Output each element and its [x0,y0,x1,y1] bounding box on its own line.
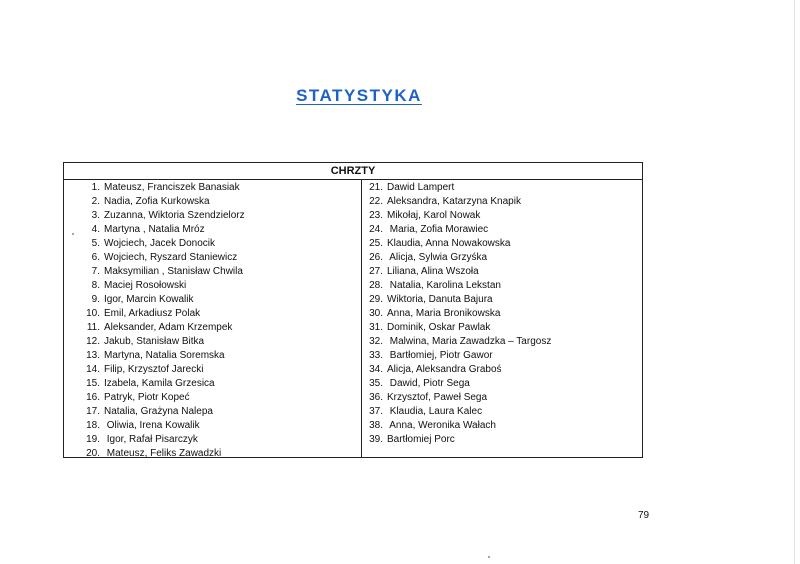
list-item [64,377,360,391]
item-name: Klaudia, Laura Kalec [387,406,483,417]
item-number: 12. [86,336,100,347]
baptisms-table [63,162,643,458]
item-number: 10. [86,308,100,319]
left-column [64,181,360,461]
item-number: 1. [91,182,100,193]
list-item [64,447,360,461]
list-item [64,433,360,447]
table-header: CHRZTY [64,163,642,180]
list-item [64,419,360,433]
list-item [64,391,360,405]
item-name: Nadia, Zofia Kurkowska [104,196,210,207]
item-name: Anna, Maria Bronikowska [387,308,501,319]
item-number: 3. [91,210,100,221]
list-item [64,251,360,265]
column-divider [361,180,362,457]
item-number: 21. [369,182,383,193]
item-number: 16. [86,392,100,403]
item-name: Malwina, Maria Zawadzka – Targosz [387,336,552,347]
item-name: Wojciech, Jacek Donocik [104,238,215,249]
item-number: 33. [369,350,383,361]
list-item [363,195,642,209]
item-number: 14. [86,364,100,375]
list-item [64,293,360,307]
list-item [363,419,642,433]
list-item [64,265,360,279]
list-item [363,377,642,391]
list-item [64,195,360,209]
item-name: Jakub, Stanisław Bitka [104,336,205,347]
list-item [363,293,642,307]
item-name: Igor, Marcin Kowalik [104,294,194,305]
item-name: Izabela, Kamila Grzesica [104,378,215,389]
item-name: Wiktoria, Danuta Bajura [387,294,493,305]
item-number: 6. [91,252,100,263]
list-item [64,209,360,223]
item-name: Martyna, Natalia Soremska [104,350,225,361]
item-number: 31. [369,322,383,333]
item-name: Wojciech, Ryszard Staniewicz [104,252,238,263]
item-number: 8. [91,280,100,291]
item-name: Dominik, Oskar Pawlak [387,322,491,333]
item-name: Martyna , Natalia Mróz [104,224,205,235]
list-item [363,209,642,223]
item-name: Mateusz, Franciszek Banasiak [104,182,240,193]
list-item [363,251,642,265]
list-item [64,405,360,419]
item-number: 37. [369,406,383,417]
item-number: 17. [86,406,100,417]
item-name: Bartłomiej, Piotr Gawor [387,350,493,361]
list-item [363,405,642,419]
list-item [363,349,642,363]
item-number: 36. [369,392,383,403]
item-number: 24. [369,224,383,235]
list-item [64,321,360,335]
list-item [363,237,642,251]
item-number: 25. [369,238,383,249]
list-item [64,237,360,251]
item-number: 15. [86,378,100,389]
item-name: Aleksander, Adam Krzempek [104,322,233,333]
item-name: Maksymilian , Stanisław Chwila [104,266,243,277]
list-item [363,433,642,447]
item-name: Alicja, Aleksandra Graboś [387,364,502,375]
item-number: 39. [369,434,383,445]
list-item [64,335,360,349]
item-number: 26. [369,252,383,263]
item-name: Mateusz, Feliks Zawadzki [104,448,222,459]
item-name: Bartłomiej Porc [387,434,455,445]
scan-speck [488,556,490,558]
item-name: Anna, Weronika Wałach [387,420,496,431]
item-number: 32. [369,336,383,347]
item-number: 23. [369,210,383,221]
item-name: Filip, Krzysztof Jarecki [104,364,204,375]
item-number: 22. [369,196,383,207]
item-number: 4. [91,224,100,235]
item-name: Aleksandra, Katarzyna Knapik [387,196,521,207]
item-name: Krzysztof, Paweł Sega [387,392,488,403]
item-name: Maria, Zofia Morawiec [387,224,489,235]
item-name: Zuzanna, Wiktoria Szendzielorz [104,210,245,221]
item-name: Natalia, Grażyna Nalepa [104,406,213,417]
page-title: STATYSTYKA [296,86,422,105]
list-item [64,223,360,237]
item-name: Maciej Rosołowski [104,280,187,291]
item-number: 27. [369,266,383,277]
list-item [363,335,642,349]
list-item [64,307,360,321]
list-item [363,181,642,195]
item-number: 20. [86,448,100,459]
table-body [64,180,642,457]
item-name: Dawid, Piotr Sega [387,378,470,389]
item-name: Patryk, Piotr Kopeć [104,392,190,403]
item-name: Liliana, Alina Wszoła [387,266,479,277]
item-name: Alicja, Sylwia Grzyśka [387,252,488,263]
item-name: Natalia, Karolina Lekstan [387,280,501,291]
list-item [64,279,360,293]
item-number: 18. [86,420,100,431]
item-name: Dawid Lampert [387,182,455,193]
list-item [64,349,360,363]
item-number: 35. [369,378,383,389]
list-item [363,363,642,377]
list-item [363,307,642,321]
scan-speck [72,233,74,235]
item-number: 28. [369,280,383,291]
item-name: Igor, Rafał Pisarczyk [104,434,198,445]
item-number: 30. [369,308,383,319]
item-number: 38. [369,420,383,431]
list-item [64,181,360,195]
item-number: 5. [91,238,100,249]
item-name: Emil, Arkadiusz Polak [104,308,201,319]
list-item [363,279,642,293]
list-item [363,321,642,335]
item-number: 29. [369,294,383,305]
item-number: 7. [91,266,100,277]
page-number: 79 [638,510,650,521]
item-number: 2. [91,196,100,207]
item-number: 34. [369,364,383,375]
item-number: 9. [91,294,100,305]
list-item [363,265,642,279]
list-item [363,391,642,405]
list-item [363,223,642,237]
list-item [64,363,360,377]
item-number: 11. [86,322,100,333]
item-name: Klaudia, Anna Nowakowska [387,238,511,249]
item-number: 13. [86,350,100,361]
item-number: 19. [86,434,100,445]
item-name: Oliwia, Irena Kowalik [104,420,200,431]
right-column [363,181,642,447]
item-name: Mikołaj, Karol Nowak [387,210,481,221]
